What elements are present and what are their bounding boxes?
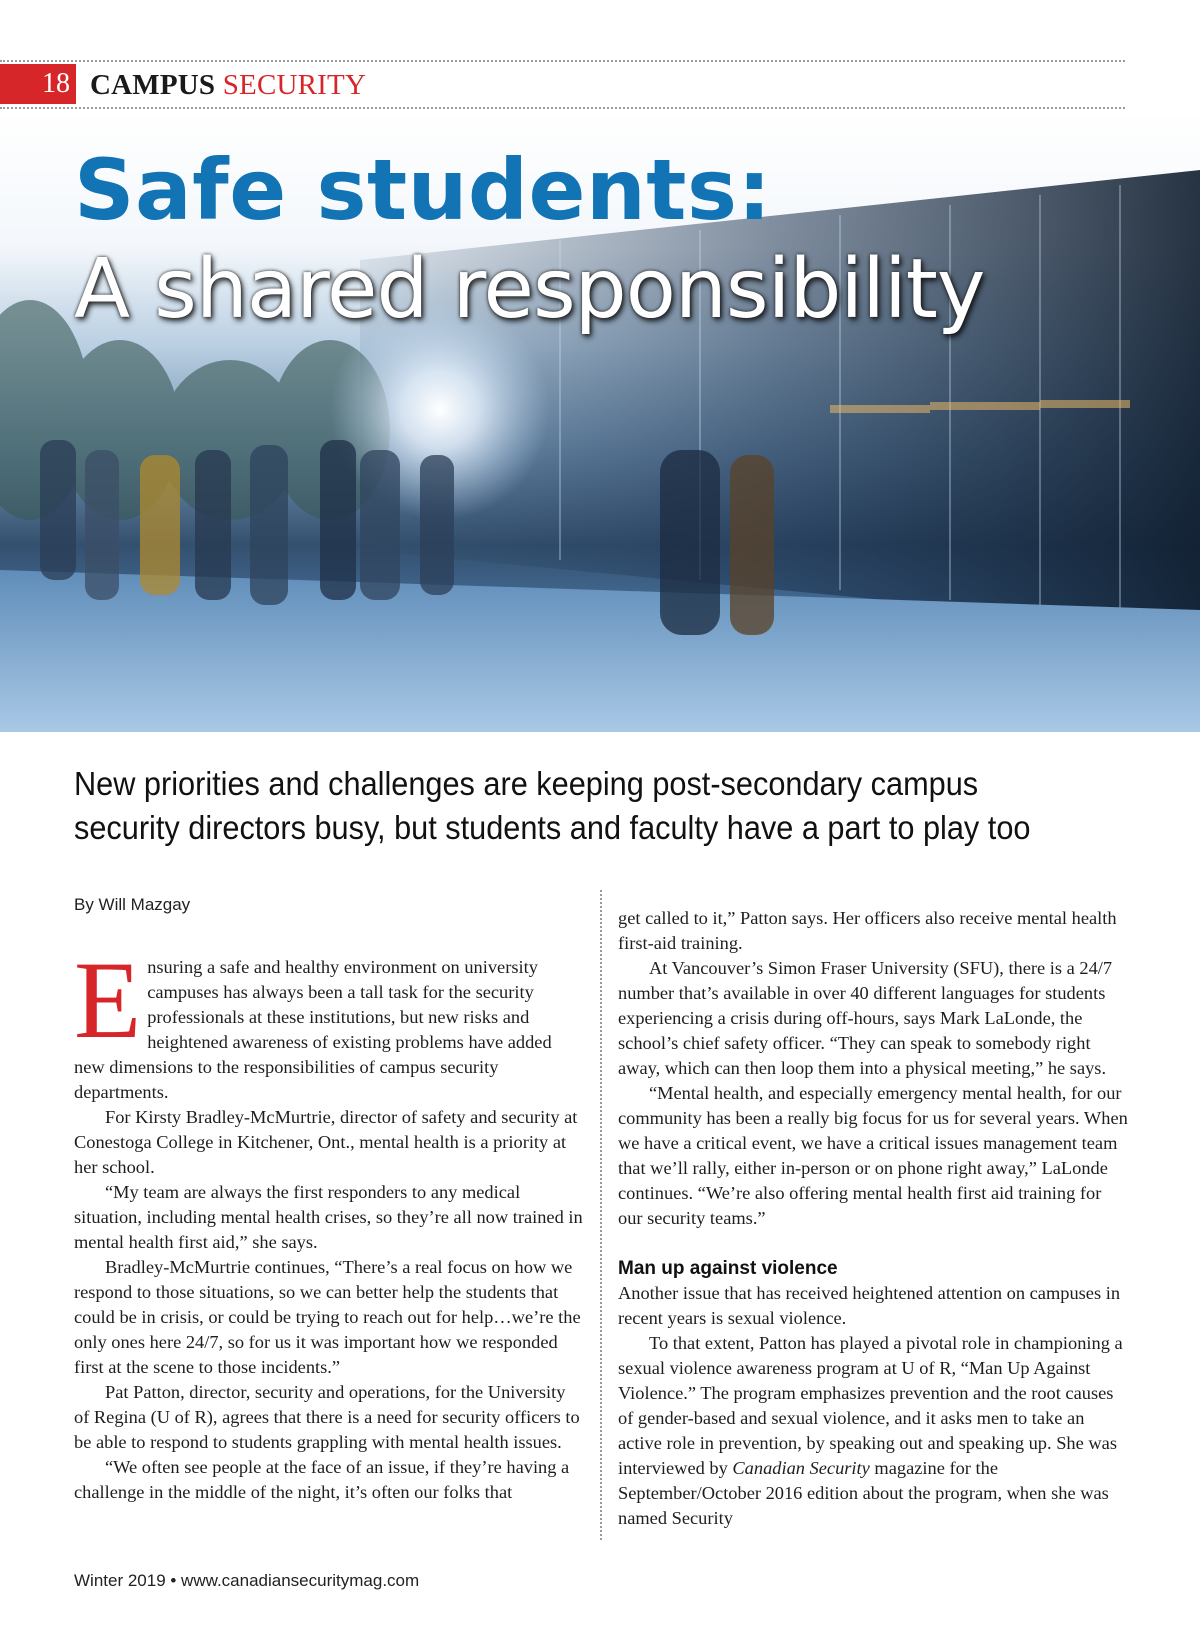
drop-cap: E bbox=[74, 939, 142, 1061]
paragraph: To that extent, Patton has played a pivotal role in championing a sexual violence awareness program at U of R, “Man Up Against Violence.” The program emphasizes prevention and the root causes of gender-based and sexual violence, and it asks men to take an active role in prevention, by speaking out and speaking up. She was interviewed by Canadian Security magazine for the September/October 2016 edition about the program, when she was named Security bbox=[618, 1333, 1123, 1528]
deck-line-1: New priorities and challenges are keeping post-secondary campus bbox=[74, 765, 979, 802]
page-number: 18 bbox=[0, 64, 76, 104]
section-word-security: SECURITY bbox=[222, 69, 367, 101]
paragraph: “My team are always the first responders to any medical situation, including mental health crises, so they’re all now trained in mental health first aid,” she says. bbox=[74, 1182, 583, 1252]
deck bbox=[74, 762, 1060, 850]
subhead: Man up against violence bbox=[618, 1258, 838, 1279]
article-column-left bbox=[74, 939, 584, 1505]
deck-line-2: security directors busy, but students and faculty have a part to play too bbox=[74, 809, 1031, 846]
paragraph: “We often see people at the face of an issue, if they’re having a challenge in the middle of the night, it’s often our folks that bbox=[74, 1457, 570, 1502]
page-footer: Winter 2019 • www.canadiansecuritymag.com bbox=[74, 1571, 420, 1590]
magazine-name: Canadian Security bbox=[732, 1458, 870, 1478]
header-rule-top bbox=[0, 60, 1125, 62]
paragraph: Bradley-McMurtrie continues, “There’s a real focus on how we respond to those situations, so we can better help the students that could be in crisis, or could be trying to reach out for help…we’re the only ones here 24/7, so for us it was important how we responded first at the scene to those incidents.” bbox=[74, 1257, 581, 1377]
column-divider bbox=[600, 890, 602, 1540]
byline: By Will Mazgay bbox=[74, 895, 191, 914]
paragraph: Ensuring a safe and healthy environment on university campuses has always been a tall task for the security professionals at these institutions, but new risks and heightened awareness of existing problems have added new dimensions to the responsibilities of campus security departments. bbox=[74, 939, 552, 1102]
paragraph: “Mental health, and especially emergency mental health, for our community has been a really big focus for us for several years. When we have a critical event, we have a critical issues management team that we’ll rally, either in-person or on phone right away,” LaLonde continues. “We’re also offering mental health first aid training for our security teams.” bbox=[618, 1083, 1128, 1228]
headline-line-2: A shared responsibility bbox=[74, 242, 985, 337]
headline-line-1: Safe students: bbox=[74, 141, 772, 239]
paragraph: For Kirsty Bradley-McMurtrie, director of safety and security at Conestoga College in Kitchener, Ont., mental health is a priority at her school. bbox=[74, 1107, 578, 1177]
section-label bbox=[90, 66, 366, 104]
paragraph: Another issue that has received heightened attention on campuses in recent years is sexual violence. bbox=[618, 1283, 1121, 1328]
header-rule-bottom bbox=[0, 107, 1125, 109]
article-column-right bbox=[618, 906, 1128, 1531]
paragraph: get called to it,” Patton says. Her officers also receive mental health first-aid training. bbox=[618, 908, 1117, 953]
section-word-campus: CAMPUS bbox=[90, 69, 216, 101]
paragraph: At Vancouver’s Simon Fraser University (SFU), there is a 24/7 number that’s available in over 40 different languages for students experiencing a crisis during off-hours, says Mark LaLonde, the school’s chief safety officer. “They can speak to somebody right away, which can then loop them into a physical meeting,” he says. bbox=[618, 958, 1113, 1078]
paragraph: Pat Patton, director, security and operations, for the University of Regina (U of R), agrees that there is a need for security officers to be able to respond to students grappling with mental health issues. bbox=[74, 1382, 580, 1452]
